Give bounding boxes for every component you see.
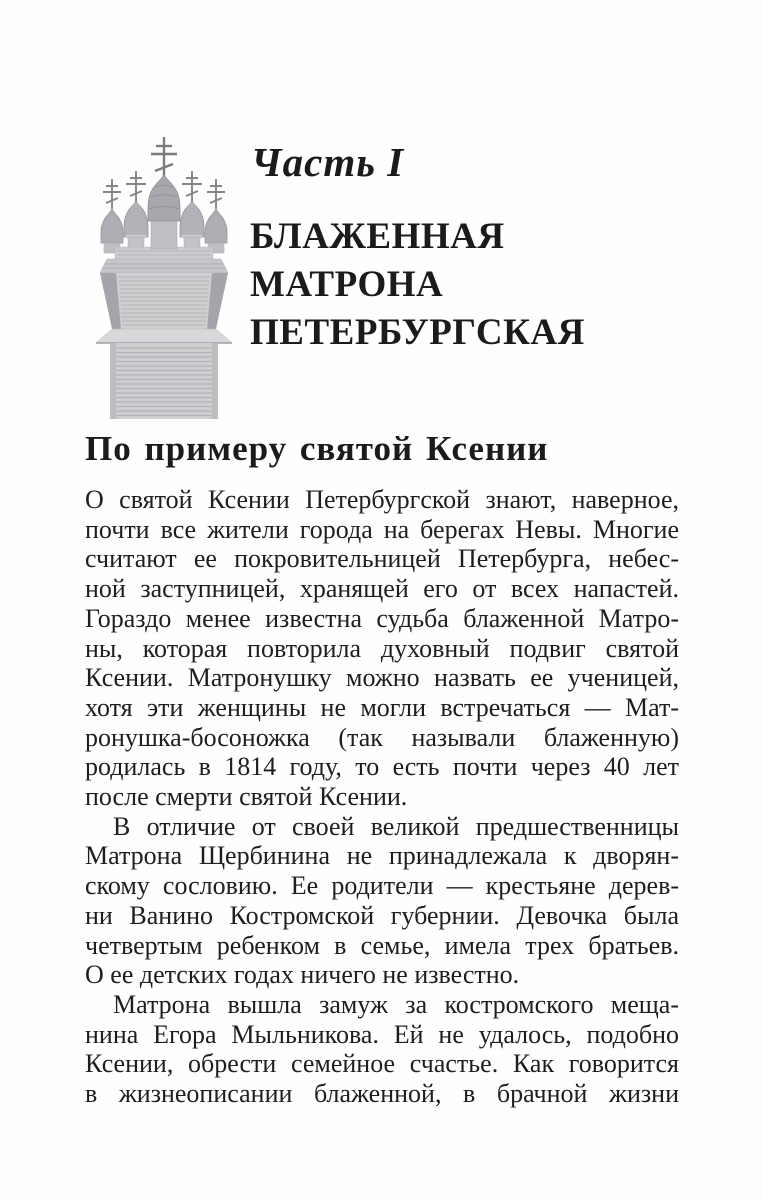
book-title-line: ПЕТЕРБУРГСКАЯ (250, 312, 585, 353)
text-line: ронушка-босоножка (так называли блаженную) (85, 722, 679, 752)
text-line: ной заступницей, хранящей его от всех напастей. (85, 574, 679, 604)
octagon-walls (100, 273, 228, 329)
text-line: после смерти святой Ксении. (85, 782, 408, 812)
book-title-line: МАТРОНА (250, 264, 444, 305)
section-heading: По примеру святой Ксении (85, 429, 549, 468)
text-line: Матрона Щербинина не принадлежала к дворян- (85, 841, 679, 871)
text-line: Ксении. Матронушку можно назвать ее ученицей, (85, 663, 679, 693)
text-line: в жизнеописании блаженной, в брачной жизни (85, 1079, 679, 1109)
text-line: Гораздо менее известна судьба блаженной Матро- (85, 603, 679, 633)
text-line: скому сословию. Ее родители — крестьяне дерев- (85, 871, 679, 901)
text-line: четвертым ребенком в семье, имела трех братьев. (85, 930, 679, 960)
body-text (85, 485, 679, 1109)
octagon-cornice (100, 259, 228, 273)
central-dome (148, 175, 180, 249)
wooden-russian-church-with-onion-domes-icon (85, 131, 235, 419)
text-line: ны, которая повторила духовный подвиг святой (85, 633, 679, 663)
log-base (110, 343, 218, 419)
text-line: Матрона вышла замуж за костромского меща- (113, 989, 679, 1019)
text-line: нина Егора Мыльникова. Ей не удалось, подобно (85, 1019, 679, 1049)
text-line: ни Ванино Костромской губернии. Девочка была (85, 900, 679, 930)
text-line: считают ее покровительницей Петербурга, небес- (85, 544, 679, 574)
paragraph (85, 812, 679, 990)
text-line: почти все жители города на берегах Невы. Многие (85, 514, 679, 544)
text-line: О ее детских годах ничего не известно. (85, 960, 520, 990)
text-line: О святой Ксении Петербургской знают, наверное, (85, 485, 679, 514)
book-title-line: БЛАЖЕННАЯ (250, 216, 505, 257)
text-line: хотя эти женщины не могли встречаться — Мат- (85, 692, 679, 722)
part-label: Часть I (251, 139, 405, 185)
text-line: В отличие от своей великой предшественницы (113, 811, 679, 841)
paragraph (85, 485, 679, 812)
paragraph (85, 990, 679, 1109)
skirt-eave (96, 329, 232, 343)
book-title (250, 213, 585, 357)
text-line: родилась в 1814 году, то есть почти через 40 лет (85, 752, 679, 782)
text-line: Ксении, обрести семейное счастье. Как говорится (85, 1049, 679, 1079)
